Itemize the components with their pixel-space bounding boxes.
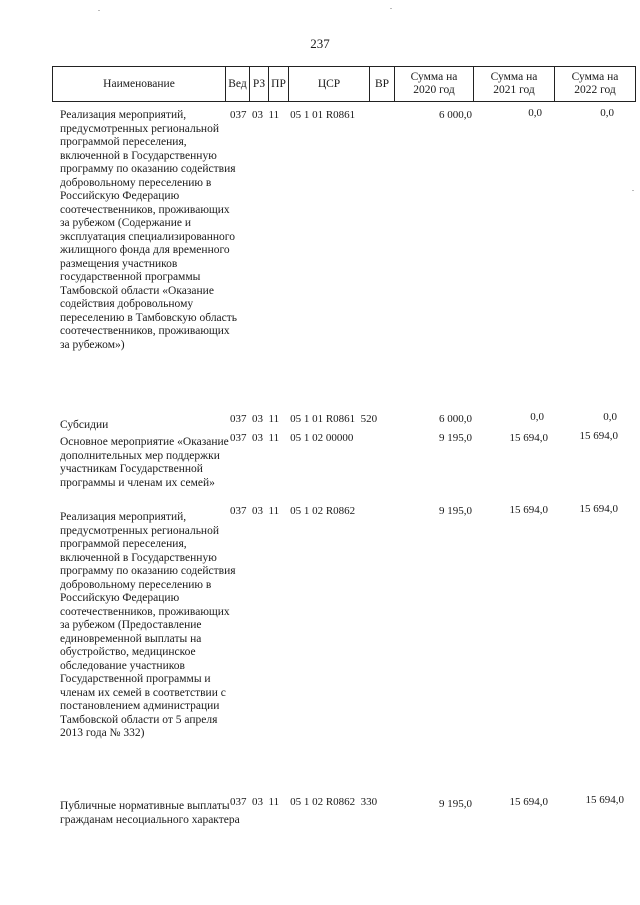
- row-codes: 037 03 11 05 1 01 R0861 520: [230, 413, 378, 425]
- row-name: Публичные нормативные выплаты гражданам несоциального характера: [60, 800, 240, 826]
- row-sum-2021: 15 694,0: [509, 504, 548, 516]
- row-sum-2021: 0,0: [530, 411, 544, 423]
- header-sum-2022: Сумма на 2022 год: [554, 66, 636, 102]
- row-sum-2020: 9 195,0: [439, 432, 472, 444]
- row-name: Реализация мероприятий, предусмотренных региональной программой переселения, включенной в Государственную программу по оказанию содействия добровольному переселению в Российскую Федерацию соотечественников, проживающих за рубежом (Предоставление единовременной выплаты на обустройство, медицинское обследование участников Государственной программы и членам их семей в соответствии с постановлением администрации Тамбовской области от 5 апреля 2013 года № 332): [60, 511, 236, 739]
- header-csr: ЦСР: [288, 66, 370, 102]
- row-codes: 037 03 11 05 1 02 00000: [230, 432, 354, 444]
- header-pr: ПР: [268, 66, 289, 102]
- header-rz: РЗ: [249, 66, 269, 102]
- row-codes: 037 03 11 05 1 02 R0862: [230, 505, 356, 517]
- header-sum-2021: Сумма на 2021 год: [473, 66, 555, 102]
- row-sum-2022: 0,0: [600, 107, 614, 119]
- header-name: Наименование: [52, 66, 226, 102]
- row-sum-2022: 15 694,0: [585, 794, 624, 806]
- row-name: Основное мероприятие «Оказание дополнительных мер поддержки участникам Государственной программы и членам их семей»: [60, 436, 229, 489]
- row-sum-2021: 15 694,0: [509, 432, 548, 444]
- row-name: Субсидии: [60, 419, 109, 431]
- row-codes: 037 03 11 05 1 02 R0862 330: [230, 796, 378, 808]
- scan-speck: [98, 10, 100, 11]
- page-number: 237: [310, 36, 330, 51]
- row-sum-2020: 6 000,0: [439, 109, 472, 121]
- row-sum-2020: 6 000,0: [439, 413, 472, 425]
- row-name: Реализация мероприятий, предусмотренных региональной программой переселения, включенной в Государственную программу по оказанию содействия добровольному переселению в Российскую Федерацию соотечественников, проживающих за рубежом (Содержание и эксплуатация специализированного жилищного фонда для временного размещения участников государственной программы Тамбовской области «Оказание содействия добровольному переселению в Тамбовскую область соотечественников, проживающих за рубежом»): [60, 109, 238, 351]
- scan-speck: [390, 8, 392, 9]
- header-vr: ВР: [369, 66, 395, 102]
- row-sum-2022: 15 694,0: [579, 503, 618, 515]
- row-codes: 037 03 11 05 1 01 R0861: [230, 109, 356, 121]
- row-sum-2021: 0,0: [528, 107, 542, 119]
- row-sum-2020: 9 195,0: [439, 798, 472, 810]
- scan-speck: [632, 190, 634, 191]
- table-header: [52, 66, 636, 102]
- header-ved: Вед: [225, 66, 250, 102]
- header-sum-2020: Сумма на 2020 год: [394, 66, 474, 102]
- row-sum-2020: 9 195,0: [439, 505, 472, 517]
- row-sum-2022: 0,0: [603, 411, 617, 423]
- row-sum-2022: 15 694,0: [579, 430, 618, 442]
- row-sum-2021: 15 694,0: [509, 796, 548, 808]
